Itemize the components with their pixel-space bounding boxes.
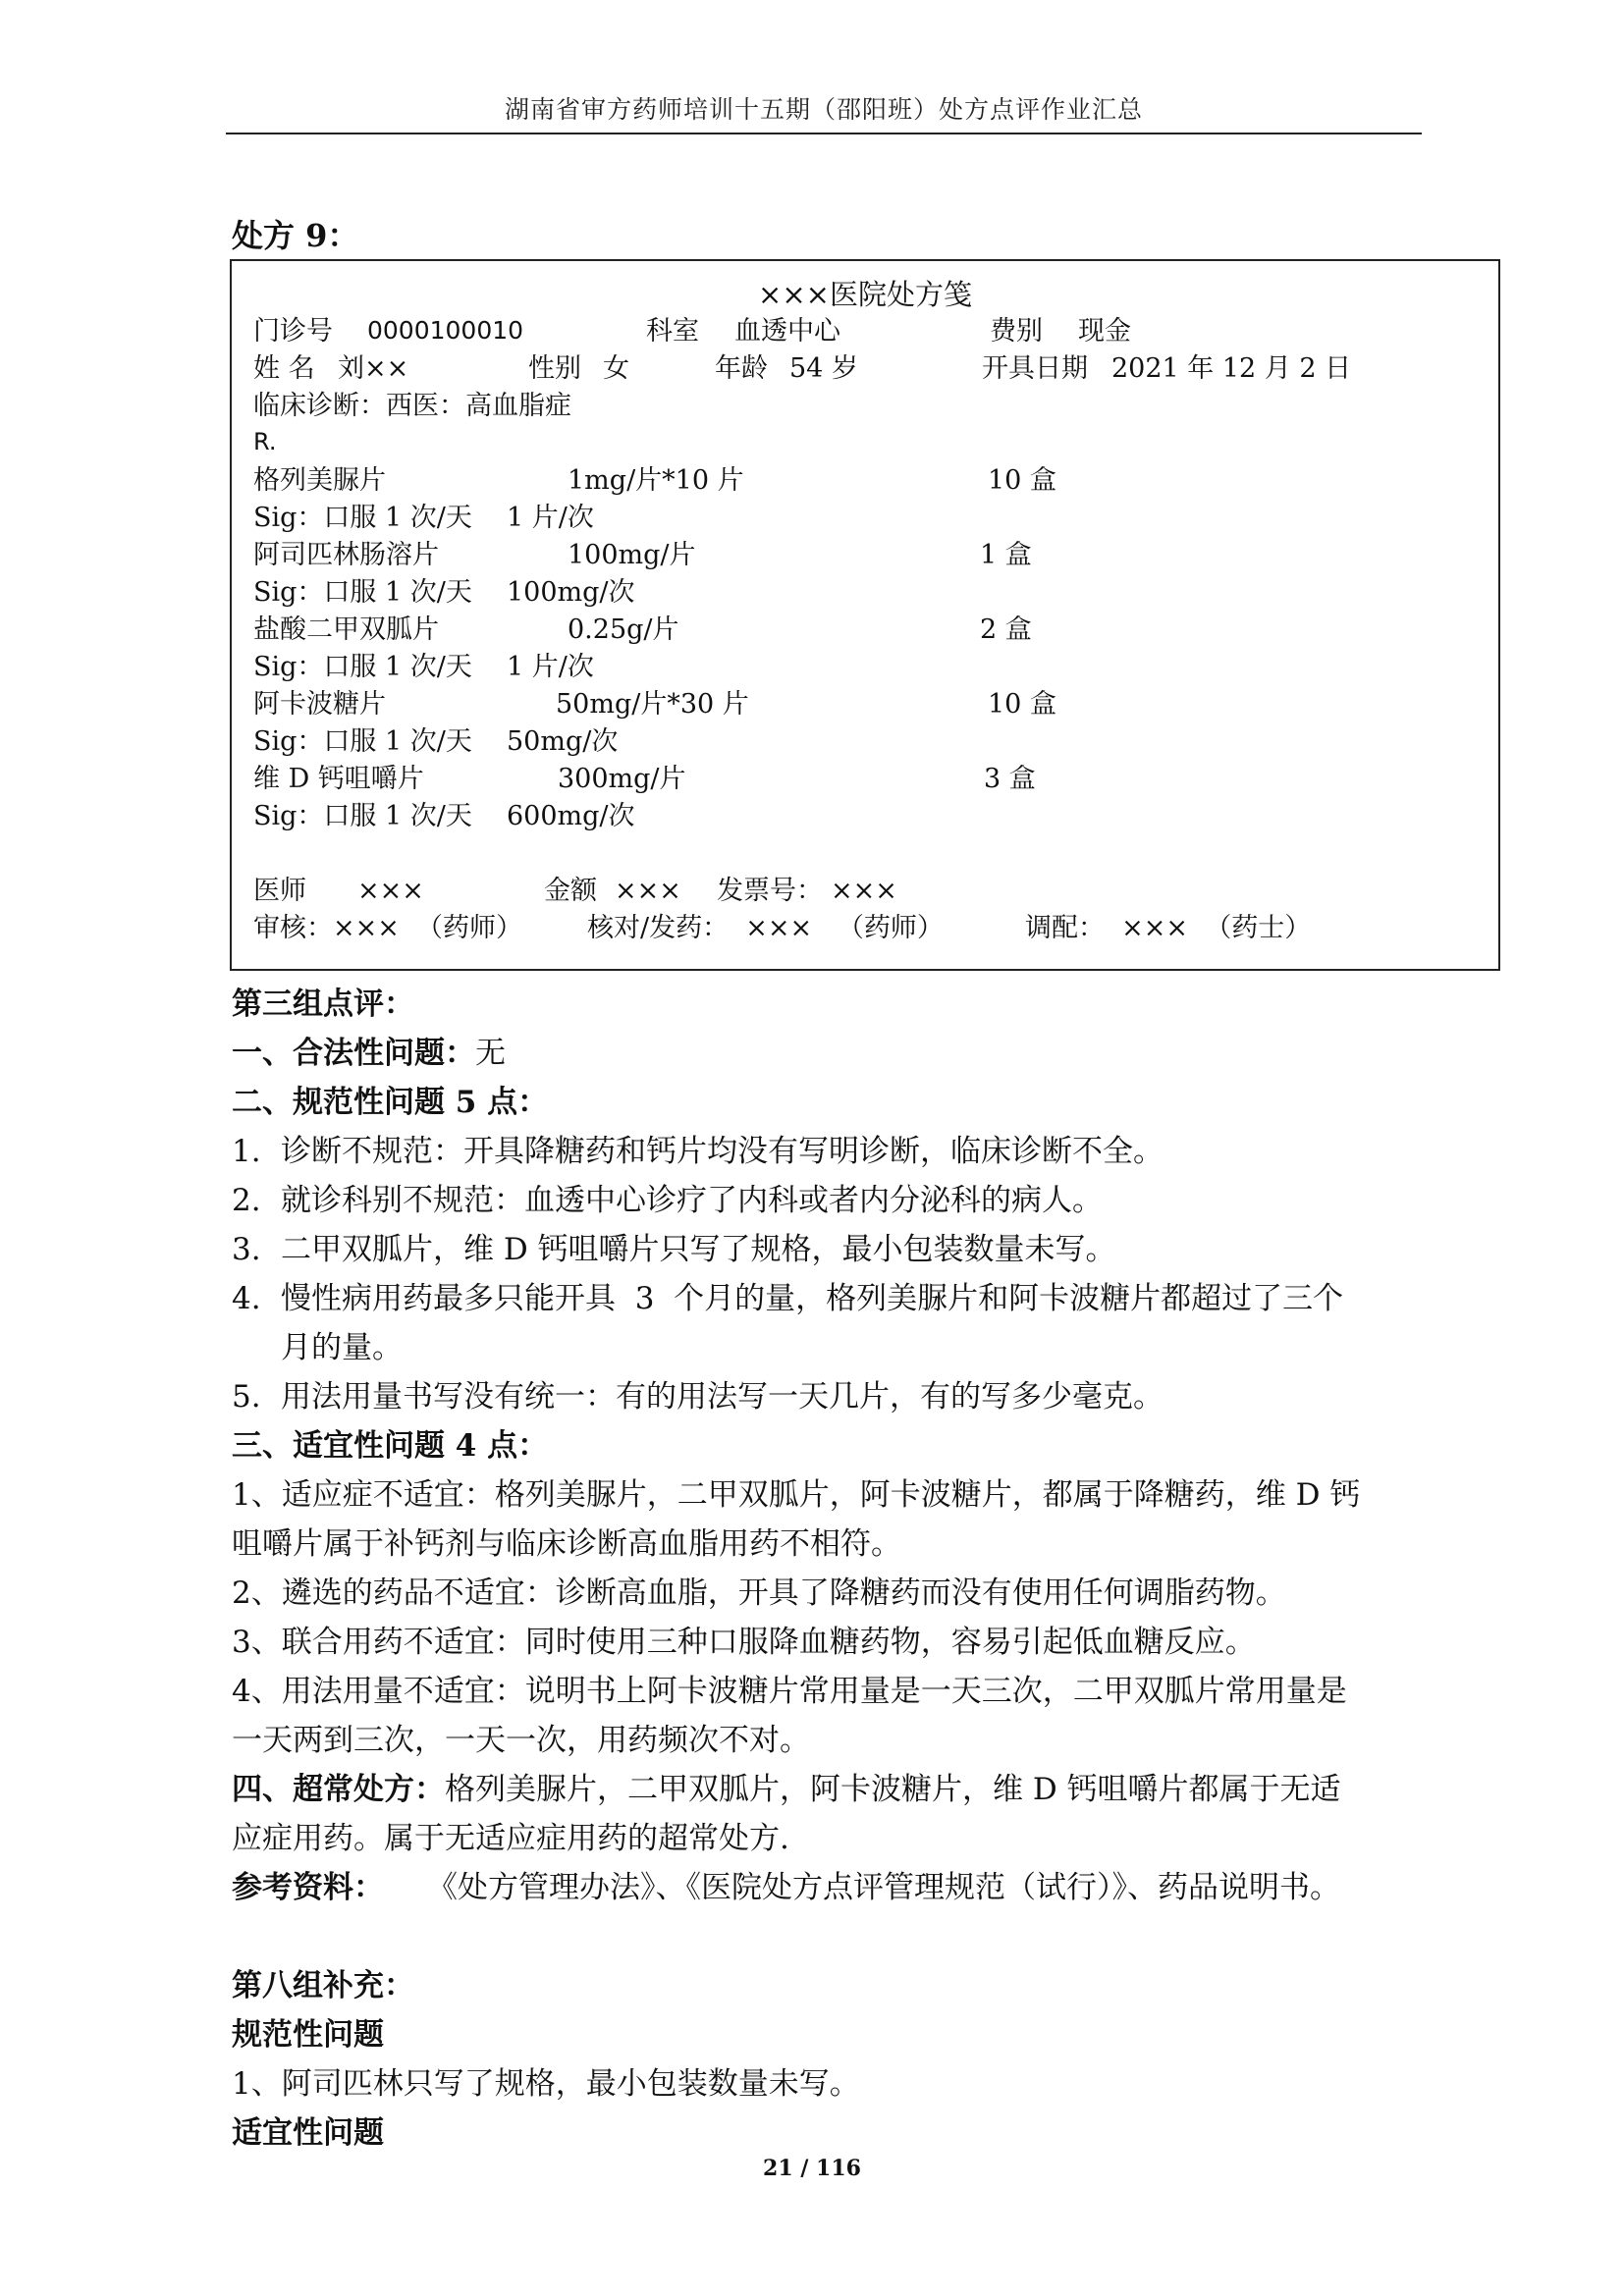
- legality-line: [232, 1036, 506, 1071]
- rp-mark: R.: [253, 428, 277, 455]
- drug-sig: Sig：口服 1 次/天: [253, 503, 472, 533]
- reference-text: 《处方管理办法》、《医院处方点评管理规范（试行）》、药品说明书。: [427, 1870, 1340, 1905]
- amount-label: 金额: [544, 876, 597, 906]
- legality-label: 一、合法性问题：: [232, 1036, 475, 1071]
- check-signature: 核对/发药： ××× （药师）: [587, 913, 944, 943]
- dispense-signature: 调配： ××× （药士）: [1025, 913, 1312, 943]
- drug-qty: 2 盒: [980, 614, 1032, 645]
- drug-sig: Sig：口服 1 次/天: [253, 577, 472, 608]
- group8-standard-item: 1、阿司匹林只写了规格，最小包装数量未写。: [232, 2066, 860, 2102]
- document-header: 湖南省审方药师培训十五期（邵阳班）处方点评作业汇总: [504, 95, 1143, 124]
- list-item: [232, 1232, 1116, 1267]
- reference-label: 参考资料：: [232, 1870, 384, 1905]
- drug-qty: 10 盒: [988, 689, 1056, 720]
- drug-dose: 600mg/次: [507, 801, 635, 831]
- drug-dose: 1 片/次: [507, 652, 594, 682]
- drug-spec: 1mg/片*10 片: [568, 465, 744, 496]
- drug-dose: 100mg/次: [507, 577, 635, 608]
- list-text: 二甲双胍片，维 D 钙咀嚼片只写了规格，最小包装数量未写。: [281, 1232, 1116, 1267]
- drug-sig: Sig：口服 1 次/天: [253, 652, 472, 682]
- suitability-line: 一天两到三次，一天一次，用药频次不对。: [232, 1723, 810, 1758]
- list-text-continued: 月的量。: [281, 1330, 403, 1365]
- fee-label: 费别: [990, 316, 1043, 347]
- list-number: 4.: [232, 1281, 261, 1316]
- drug-name: 维 D 钙咀嚼片: [253, 764, 424, 794]
- group8-standard-title: 规范性问题: [232, 2017, 384, 2053]
- group8-title: 第八组补充：: [232, 1968, 414, 2003]
- suitability-line: 2、遴选的药品不适宜：诊断高血脂，开具了降糖药而没有使用任何调脂药物。: [232, 1575, 1286, 1611]
- list-item: [232, 1281, 1344, 1316]
- drug-qty: 10 盒: [988, 465, 1056, 496]
- drug-dose: 1 片/次: [507, 503, 594, 533]
- drug-sig: Sig：口服 1 次/天: [253, 726, 472, 757]
- drug-dose: 50mg/次: [507, 726, 619, 757]
- age-label: 年龄: [715, 353, 768, 384]
- excess-text: 格列美脲片，二甲双胍片，阿卡波糖片，维 D 钙咀嚼片都属于无适: [445, 1772, 1341, 1807]
- prescription-box: [230, 259, 1500, 971]
- amount: ×××: [615, 876, 681, 906]
- suitability-line: 3、联合用药不适宜：同时使用三种口服降血糖药物，容易引起低血糖反应。: [232, 1625, 1256, 1660]
- list-number: 5.: [232, 1379, 261, 1415]
- clinic-no: 0000100010: [367, 316, 524, 345]
- drug-spec: 300mg/片: [558, 764, 686, 794]
- sex: 女: [603, 353, 629, 384]
- drug-qty: 3 盒: [984, 764, 1036, 794]
- header-divider: [226, 133, 1422, 134]
- list-item: [232, 1183, 1103, 1218]
- patient-name: 刘××: [338, 353, 409, 384]
- group8-suitability-title: 适宜性问题: [232, 2115, 384, 2151]
- date-label: 开具日期: [982, 353, 1088, 384]
- review-signature: 审核：××× （药师）: [253, 913, 523, 943]
- name-label: 姓 名: [253, 353, 315, 384]
- suitability-title: 三、适宜性问题 4 点：: [232, 1428, 549, 1464]
- suitability-line: 咀嚼片属于补钙剂与临床诊断高血脂用药不相符。: [232, 1526, 901, 1562]
- fee: 现金: [1078, 316, 1131, 347]
- page-number: 21 / 116: [763, 2156, 861, 2181]
- excess-line: [232, 1772, 1341, 1807]
- drug-spec: 100mg/片: [568, 540, 696, 570]
- doctor-label: 医师: [253, 876, 306, 906]
- date: 2021 年 12 月 2 日: [1111, 353, 1352, 384]
- drug-qty: 1 盒: [980, 540, 1032, 570]
- clinic-no-label: 门诊号: [253, 316, 333, 347]
- list-text: 慢性病用药最多只能开具 3 个月的量，格列美脲片和阿卡波糖片都超过了三个: [281, 1281, 1344, 1316]
- drug-name: 盐酸二甲双胍片: [253, 614, 439, 645]
- doctor: ×××: [357, 876, 424, 906]
- legality-value: 无: [475, 1036, 506, 1071]
- section-title: 处方 9：: [232, 217, 359, 254]
- list-text: 用法用量书写没有统一：有的用法写一天几片，有的写多少毫克。: [281, 1379, 1164, 1415]
- group3-title: 第三组点评：: [232, 987, 414, 1022]
- excess-line-2: 应症用药。属于无适应症用药的超常处方.: [232, 1821, 789, 1856]
- list-item: [232, 1379, 1164, 1415]
- list-number: 1.: [232, 1134, 261, 1169]
- standard-title: 二、规范性问题 5 点：: [232, 1085, 549, 1120]
- reference-line: [232, 1870, 1340, 1905]
- excess-label: 四、超常处方：: [232, 1772, 445, 1807]
- drug-name: 格列美脲片: [253, 465, 386, 496]
- list-text: 诊断不规范：开具降糖药和钙片均没有写明诊断，临床诊断不全。: [281, 1134, 1164, 1169]
- list-number: 3.: [232, 1232, 261, 1267]
- invoice: ×××: [831, 876, 897, 906]
- suitability-line: 4、用法用量不适宜：说明书上阿卡波糖片常用量是一天三次，二甲双胍片常用量是: [232, 1674, 1347, 1709]
- invoice-label: 发票号：: [717, 876, 823, 906]
- suitability-line: 1、适应症不适宜：格列美脲片，二甲双胍片，阿卡波糖片，都属于降糖药，维 D 钙: [232, 1477, 1361, 1513]
- list-number: 2.: [232, 1183, 261, 1218]
- sex-label: 性别: [528, 353, 581, 384]
- age: 54 岁: [789, 353, 858, 384]
- prescription-title: ×××医院处方笺: [758, 278, 972, 311]
- drug-sig: Sig：口服 1 次/天: [253, 801, 472, 831]
- drug-spec: 0.25g/片: [568, 614, 679, 645]
- dept-label: 科室: [646, 316, 699, 347]
- drug-name: 阿司匹林肠溶片: [253, 540, 439, 570]
- list-text: 就诊科别不规范：血透中心诊疗了内科或者内分泌科的病人。: [281, 1183, 1103, 1218]
- dept: 血透中心: [734, 316, 840, 347]
- diagnosis: 临床诊断：西医：高血脂症: [253, 391, 571, 421]
- drug-spec: 50mg/片*30 片: [556, 689, 749, 720]
- drug-name: 阿卡波糖片: [253, 689, 386, 720]
- list-item: [232, 1134, 1164, 1169]
